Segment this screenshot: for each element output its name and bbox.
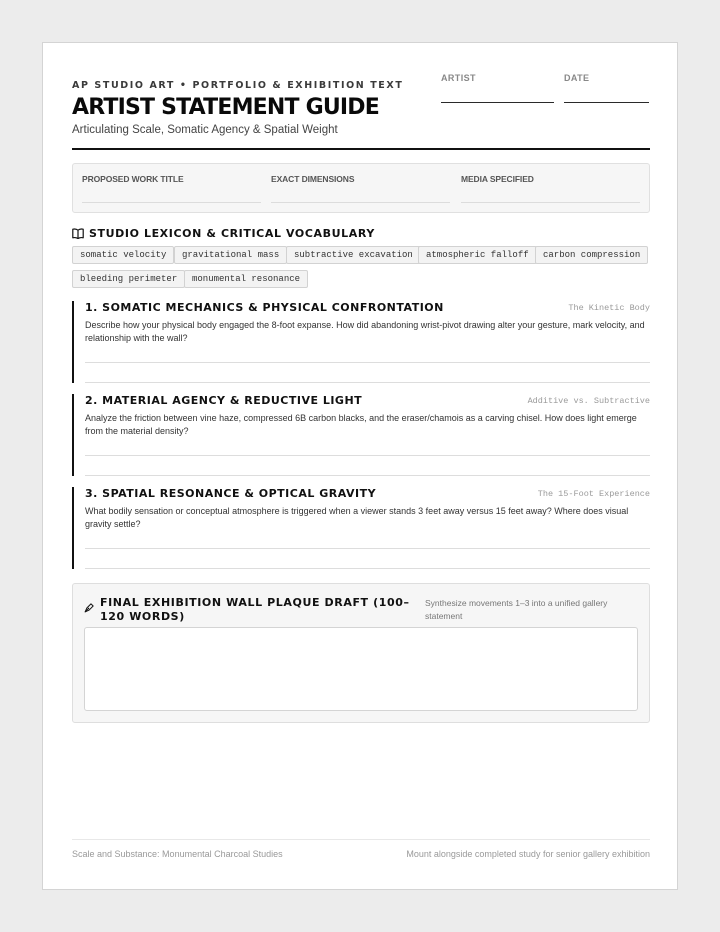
plaque-writing-area[interactable] xyxy=(84,627,638,711)
course-kicker: AP STUDIO ART • PORTFOLIO & EXHIBITION TEXT xyxy=(72,80,404,91)
footer-right: Mount alongside completed study for senior gallery exhibition xyxy=(406,849,650,859)
question-3 xyxy=(72,487,650,569)
vocab-tag: carbon compression xyxy=(535,246,648,264)
question-3-title: 3. SPATIAL RESONANCE & OPTICAL GRAVITY xyxy=(85,487,377,500)
dimensions-label: EXACT DIMENSIONS xyxy=(271,174,355,184)
question-2-title: 2. MATERIAL AGENCY & REDUCTIVE LIGHT xyxy=(85,394,363,407)
vocab-tag: gravitational mass xyxy=(174,246,287,264)
worksheet-page xyxy=(42,42,678,890)
answer-line[interactable] xyxy=(85,548,650,549)
answer-line[interactable] xyxy=(85,362,650,363)
footer-left: Scale and Substance: Monumental Charcoal Studies xyxy=(72,849,283,859)
vocab-tag: bleeding perimeter xyxy=(72,270,185,288)
date-line xyxy=(564,102,649,103)
date-field[interactable] xyxy=(564,73,589,83)
question-1-title: 1. SOMATIC MECHANICS & PHYSICAL CONFRONTATION xyxy=(85,301,444,314)
page-subtitle: Articulating Scale, Somatic Agency & Spatial Weight xyxy=(72,124,338,136)
plaque-hint: Synthesize movements 1–3 into a unified gallery statement xyxy=(425,598,608,621)
answer-line[interactable] xyxy=(85,382,650,383)
answer-line[interactable] xyxy=(85,475,650,476)
work-title-label: PROPOSED WORK TITLE xyxy=(82,174,184,184)
question-3-tag: The 15-Foot Experience xyxy=(537,489,650,499)
artist-field[interactable] xyxy=(441,73,476,83)
question-3-prompt: What bodily sensation or conceptual atmosphere is triggered when a viewer stands 3 feet away versus 15 feet away? Where does visual gravity settle? xyxy=(85,506,629,529)
page-title: ARTIST STATEMENT GUIDE xyxy=(72,95,379,120)
work-title-field[interactable] xyxy=(82,174,261,184)
vocab-tag: subtractive excavation xyxy=(286,246,421,264)
lexicon-heading: STUDIO LEXICON & CRITICAL VOCABULARY xyxy=(89,227,375,240)
vocab-tag: somatic velocity xyxy=(72,246,174,264)
open-book-icon xyxy=(72,228,84,239)
dimensions-field[interactable] xyxy=(271,174,450,184)
answer-line[interactable] xyxy=(85,568,650,569)
vocab-tag: atmospheric falloff xyxy=(418,246,537,264)
question-2 xyxy=(72,394,650,476)
dimensions-line xyxy=(271,202,450,203)
question-1 xyxy=(72,301,650,383)
work-title-line xyxy=(82,202,261,203)
media-label: MEDIA SPECIFIED xyxy=(461,174,534,184)
media-field[interactable] xyxy=(461,174,640,184)
worksheet-content xyxy=(72,43,650,889)
question-2-prompt: Analyze the friction between vine haze, compressed 6B carbon blacks, and the eraser/chamois as a carving chisel. How does light emerge from the material density? xyxy=(85,413,637,436)
artist-label: ARTIST xyxy=(441,73,476,83)
work-details-box xyxy=(72,163,650,213)
artist-line xyxy=(441,102,554,103)
answer-line[interactable] xyxy=(85,455,650,456)
vocab-tag: monumental resonance xyxy=(184,270,308,288)
media-line xyxy=(461,202,640,203)
plaque-heading: FINAL EXHIBITION WALL PLAQUE DRAFT (100–120 WORDS) xyxy=(100,596,410,623)
date-label: DATE xyxy=(564,73,590,83)
header-divider xyxy=(72,148,650,150)
question-1-prompt: Describe how your physical body engaged the 8-foot expanse. How did abandoning wrist-pivot drawing alter your gesture, mark velocity, and relationship with the wall? xyxy=(85,320,645,343)
pen-nib-icon xyxy=(84,602,95,613)
question-2-tag: Additive vs. Subtractive xyxy=(527,396,650,406)
question-1-tag: The Kinetic Body xyxy=(568,303,650,313)
plaque-draft-box xyxy=(72,583,650,723)
footer-divider xyxy=(72,839,650,840)
